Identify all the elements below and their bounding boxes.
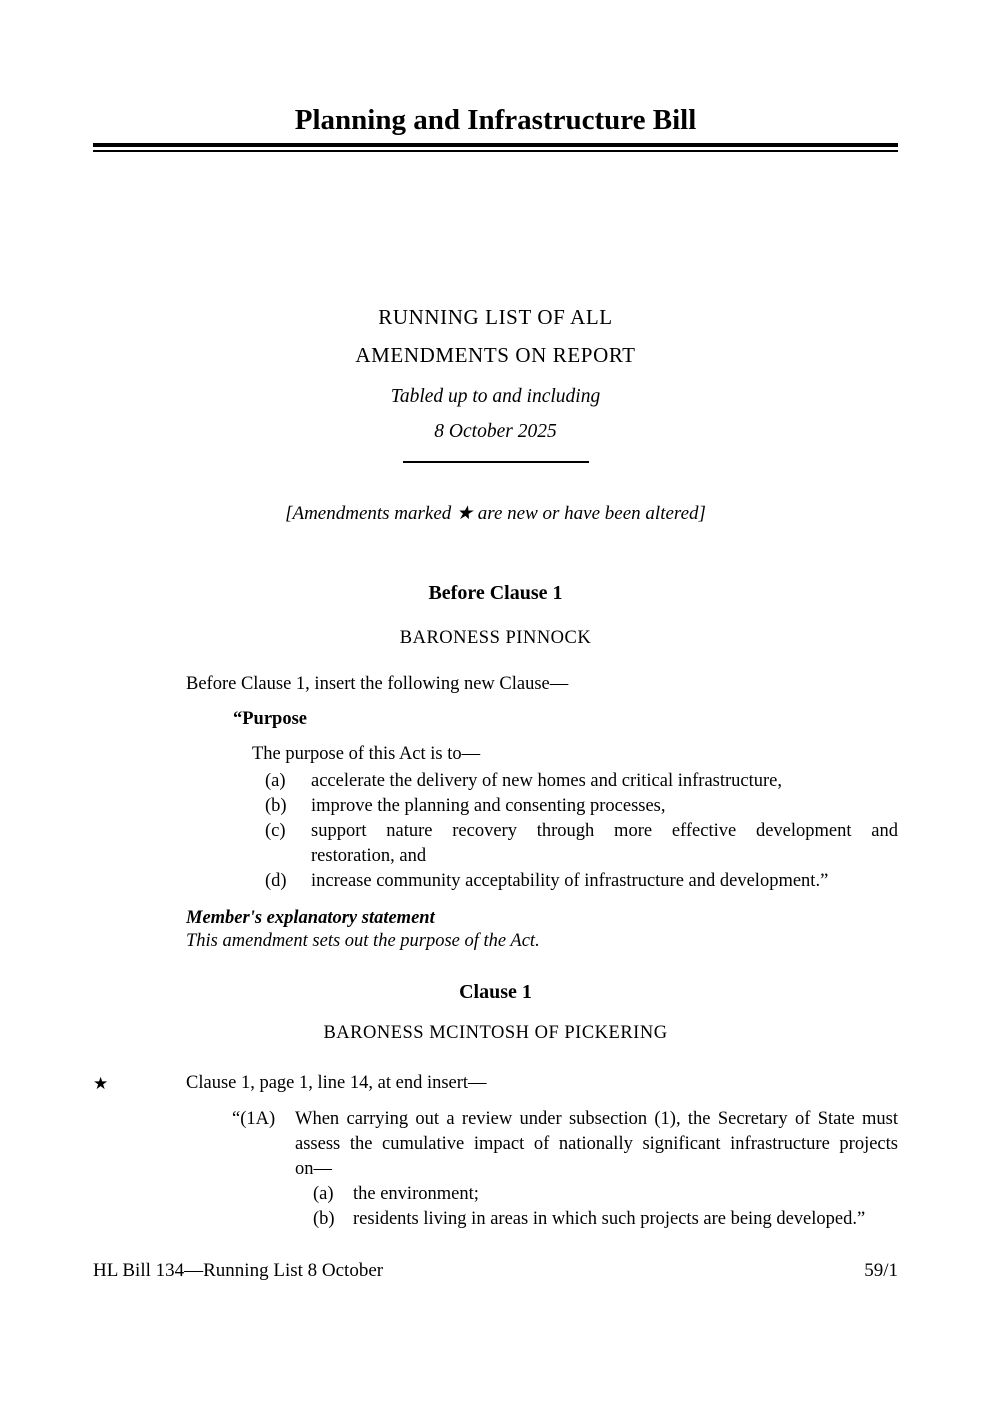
document-heading-line1: RUNNING LIST OF ALL	[378, 305, 613, 329]
subsection-label: “(1A)	[232, 1109, 276, 1129]
tabled-note-line2: 8 October 2025	[434, 421, 557, 442]
subsection-text-line3: on—	[295, 1159, 332, 1179]
separator-rule	[403, 461, 589, 463]
amendment-instruction: Clause 1, page 1, line 14, at end insert—	[186, 1073, 487, 1093]
footer-page-number: 59/1	[864, 1260, 898, 1281]
list-item-label: (c)	[265, 821, 286, 841]
new-amendment-star-icon: ★	[93, 1074, 109, 1093]
section-heading-clause-1: Clause 1	[459, 981, 532, 1003]
list-item-label: (a)	[265, 771, 286, 791]
sub-list-item	[313, 1182, 898, 1207]
subsection-text-line2: assess the cumulative impact of nationally significant infrastructure projects	[295, 1134, 898, 1154]
tabled-note-line1: Tabled up to and including	[390, 386, 601, 407]
list-item-label: (b)	[265, 796, 287, 816]
sub-list-item	[313, 1207, 898, 1232]
explanatory-statement-text: This amendment sets out the purpose of the Act.	[186, 931, 540, 951]
document-heading-line2: AMENDMENTS ON REPORT	[355, 343, 636, 367]
mover-name-baroness-pinnock: BARONESS PINNOCK	[399, 628, 592, 648]
title-double-rule	[93, 143, 898, 152]
list-item-text-line2: restoration, and	[311, 846, 427, 866]
explanatory-statement-heading: Member's explanatory statement	[186, 908, 435, 928]
mover-name-baroness-mcintosh: BARONESS MCINTOSH OF PICKERING	[323, 1023, 668, 1043]
list-item-text: accelerate the delivery of new homes and critical infrastructure,	[311, 771, 783, 791]
sub-list-item-text: the environment;	[353, 1184, 479, 1204]
subsection-1a	[232, 1107, 898, 1232]
section-heading-before-clause-1: Before Clause 1	[428, 582, 563, 604]
list-item-text-line1: support nature recovery through more effective development and	[311, 821, 898, 841]
amendment-instruction: Before Clause 1, insert the following new Clause—	[186, 674, 569, 694]
list-item-text: improve the planning and consenting processes,	[311, 796, 666, 816]
page-title: Planning and Infrastructure Bill	[294, 104, 697, 136]
sub-list-item-label: (b)	[313, 1209, 335, 1229]
sub-list-item-label: (a)	[313, 1184, 334, 1204]
list-item	[265, 794, 898, 819]
list-item-label: (d)	[265, 871, 287, 891]
list-item	[265, 769, 898, 794]
new-clause-title: “Purpose	[233, 709, 307, 729]
amendment-marker-note: [Amendments marked ★ are new or have been altered]	[285, 503, 706, 524]
page-footer	[93, 1259, 898, 1283]
list-item	[265, 869, 898, 894]
list-item	[265, 819, 898, 869]
amendment-row	[93, 1071, 898, 1095]
subsection-body	[295, 1107, 898, 1232]
list-item-text	[311, 819, 898, 869]
subsection-text-line1: When carrying out a review under subsection (1), the Secretary of State must	[295, 1109, 898, 1129]
list-item-text: increase community acceptability of infrastructure and development.”	[311, 871, 829, 891]
footer-bill-reference: HL Bill 134—Running List 8 October	[93, 1260, 384, 1281]
sub-list-item-text: residents living in areas in which such projects are being developed.”	[353, 1209, 866, 1229]
clause-intro-text: The purpose of this Act is to—	[252, 744, 481, 764]
